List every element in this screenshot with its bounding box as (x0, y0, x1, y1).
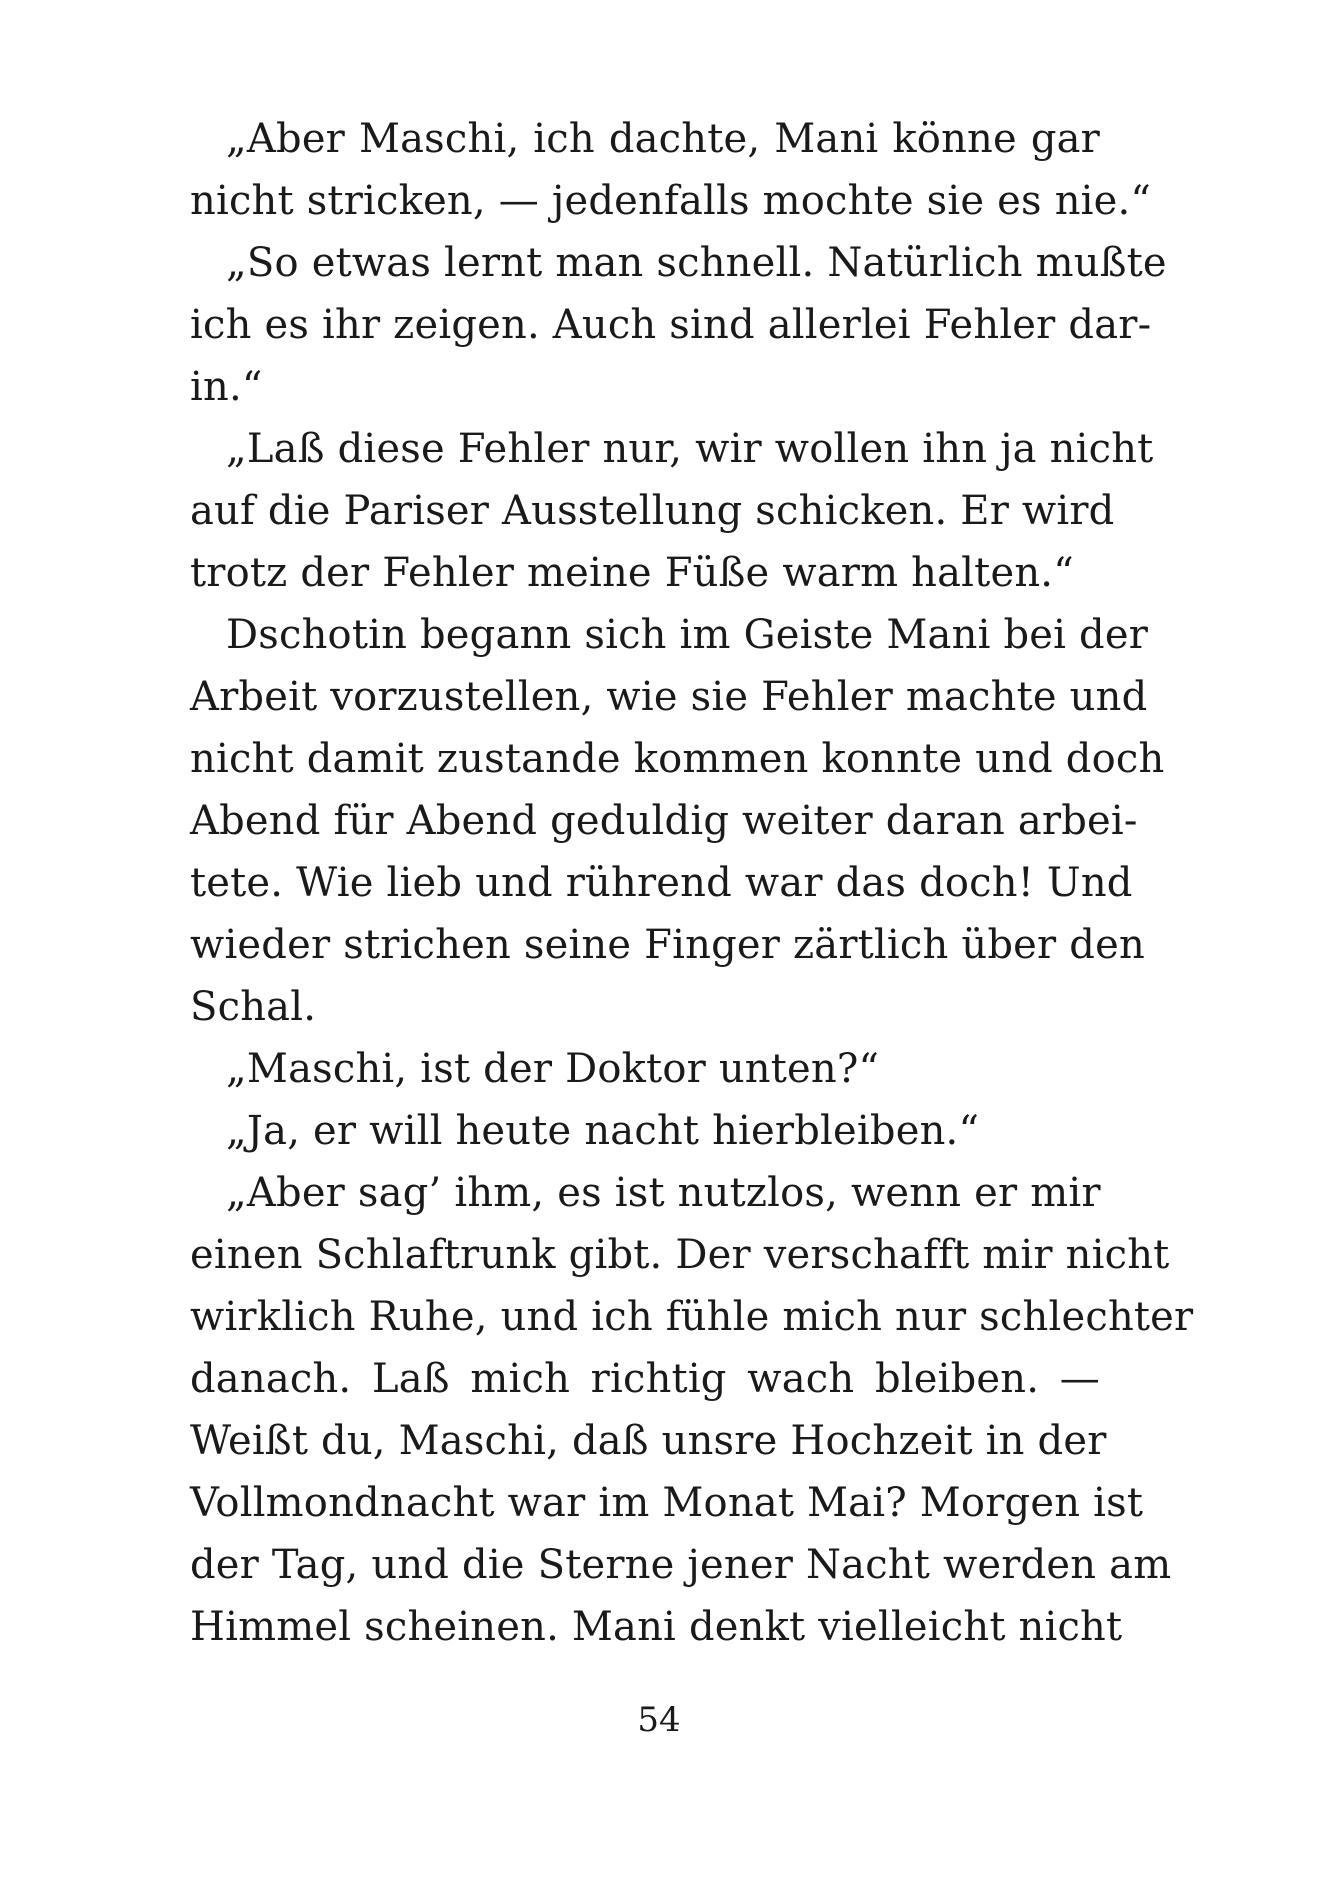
text-line: „Laß diese Fehler nur, wir wollen ihn ja nicht (226, 426, 1154, 472)
text-line: der Tag, und die Sterne jener Nacht werden am (190, 1542, 1172, 1588)
text-line: auf die Pariser Ausstellung schicken. Er wird (190, 488, 1115, 534)
text-line: tete. Wie lieb und rührend war das doch! Und (190, 860, 1133, 906)
text-line: einen Schlaftrunk gibt. Der verschafft mir nicht (190, 1232, 1170, 1278)
text-line: Abend für Abend geduldig weiter daran arbei- (190, 798, 1138, 844)
text-line: nicht damit zustande kommen konnte und doch (190, 736, 1165, 782)
text-line: wieder strichen seine Finger zärtlich über den (190, 922, 1145, 968)
text-line: „Maschi, ist der Doktor unten?“ (226, 1046, 880, 1092)
text-line: trotz der Fehler meine Füße warm halten.“ (190, 550, 1074, 596)
text-line: Schal. (190, 984, 317, 1030)
text-line: „Ja, er will heute nacht hierbleiben.“ (226, 1108, 980, 1154)
page-number: 54 (637, 1700, 681, 1740)
text-line: Dschotin begann sich im Geiste Mani bei der (226, 612, 1149, 658)
text-line: Vollmondnacht war im Monat Mai? Morgen ist (190, 1480, 1144, 1526)
text-line: „Aber Maschi, ich dachte, Mani könne gar (226, 116, 1100, 162)
text-line: ich es ihr zeigen. Auch sind allerlei Fehler dar- (190, 302, 1152, 348)
text-line: Himmel scheinen. Mani denkt vielleicht nicht (190, 1604, 1123, 1650)
text-line: „So etwas lernt man schnell. Natürlich mußte (226, 240, 1167, 286)
text-line: danach. Laß mich richtig wach bleiben. — (190, 1356, 1100, 1402)
text-line: wirklich Ruhe, und ich fühle mich nur schlechter (190, 1294, 1194, 1340)
text-line: nicht stricken, — jedenfalls mochte sie es nie.“ (190, 178, 1152, 224)
text-line: Arbeit vorzustellen, wie sie Fehler machte und (190, 674, 1148, 720)
text-line: in.“ (190, 364, 263, 410)
text-line: „Aber sag’ ihm, es ist nutzlos, wenn er mir (226, 1170, 1101, 1216)
text-line: Weißt du, Maschi, daß unsre Hochzeit in der (190, 1418, 1107, 1464)
